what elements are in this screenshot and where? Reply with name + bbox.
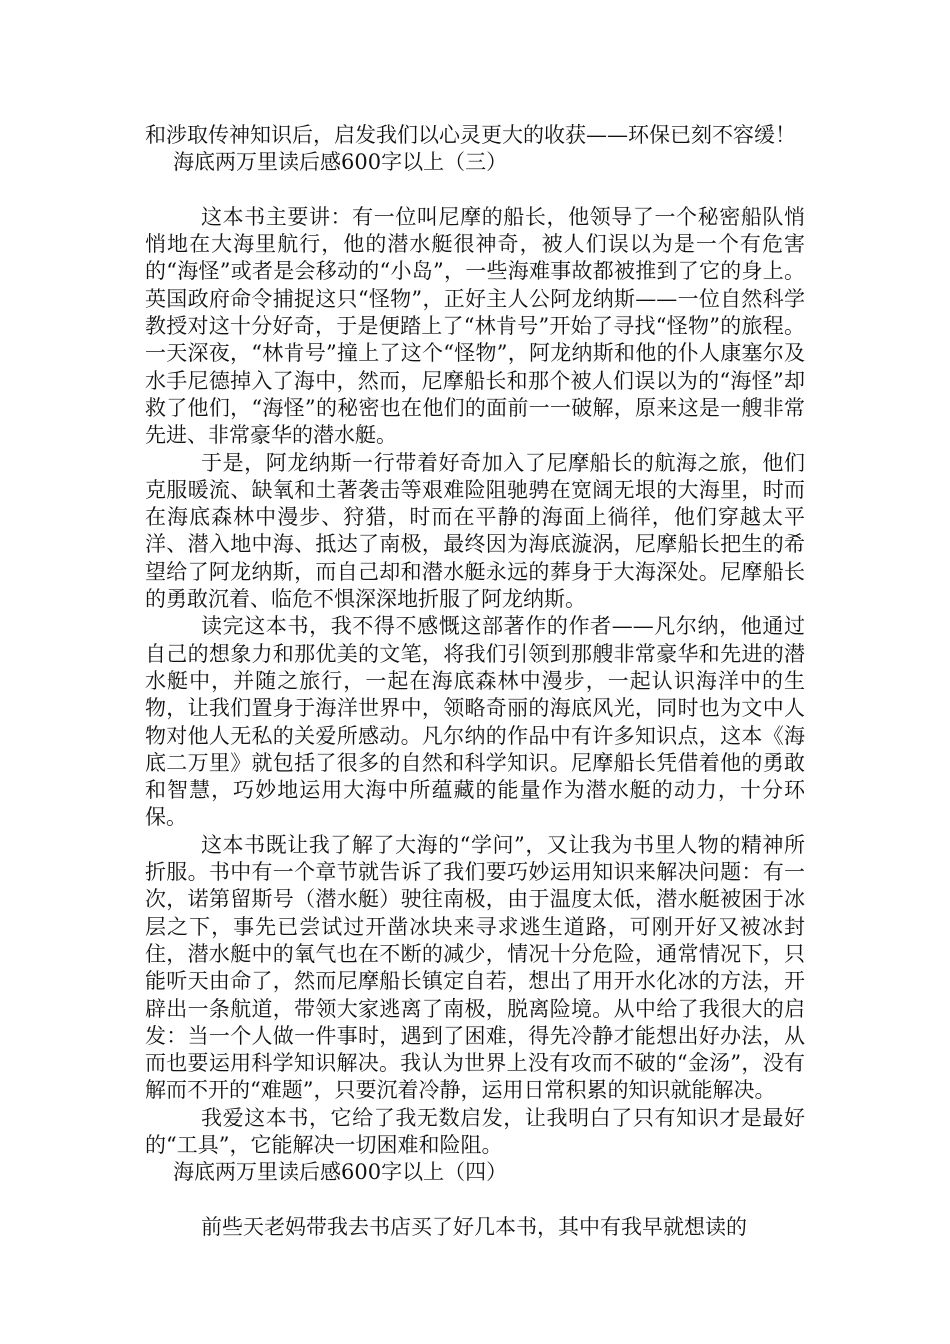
section-heading-3: 海底两万里读后感600字以上（三） — [173, 150, 508, 175]
section-heading-4: 海底两万里读后感600字以上（四） — [173, 1160, 508, 1185]
paragraph-journey: 于是，阿龙纳斯一行带着好奇加入了尼摩船长的航海之旅，他们克服暖流、缺氧和土著袭击等艰难险阻驰骋在宽阔无垠的大海里，时而在海底森林中漫步、狩猎，时而在平静的海面上徜徉，他们穿越太平洋、潜入地中海、抵达了南极，最终因为海底漩涡，尼摩船长把生的希望给了阿龙纳斯，而自己却和潜水艇永远的葬身于大海深处。尼摩船长的勇敢沉着、临危不惧深深地折服了阿龙纳斯。 — [145, 450, 805, 612]
paragraph-knowledge: 这本书既让我了解了大海的“学问”，又让我为书里人物的精神所折服。书中有一个章节就告诉了我们要巧妙运用知识来解决问题：有一次，诺第留斯号（潜水艇）驶往南极，由于温度太低，潜水艇被困于冰层之下，事先已尝试过开凿冰块来寻求逃生道路，可刚开好又被冰封住，潜水艇中的氧气也在不断的减少，情况十分危险，通常情况下，只能听天由命了，然而尼摩船长镇定自若，想出了用开水化冰的方法，开辟出一条航道，带领大家逃离了南极，脱离险境。从中给了我很大的启发：当一个人做一件事时，遇到了困难，得先冷静才能想出好办法，从而也要运用科学知识解决。我认为世界上没有攻而不破的“金汤”，没有解而不开的“难题”，只要沉着冷静，运用日常积累的知识就能解决。 — [145, 832, 805, 1103]
paragraph-intro-next: 前些天老妈带我去书店买了好几本书，其中有我早就想读的 — [201, 1214, 747, 1239]
paragraph-closing-previous: 和涉取传神知识后，启发我们以心灵更大的收获——环保已刻不容缓！ — [145, 123, 796, 147]
paragraph-summary: 这本书主要讲：有一位叫尼摩的船长，他领导了一个秘密船队悄悄地在大海里航行，他的潜水艇很神奇，被人们误以为是一个有危害的“海怪”或者是会移动的“小岛”，一些海难事故都被推到了它的身上。英国政府命令捕捉这只“怪物”，正好主人公阿龙纳斯——一位自然科学教授对这十分好奇，于是便踏上了“林肯号”开始了寻找“怪物”的旅程。一天深夜，“林肯号”撞上了这个“怪物”，阿龙纳斯和他的仆人康塞尔及水手尼德掉入了海中，然而，尼摩船长和那个被人们误以为的“海怪”却救了他们，“海怪”的秘密也在他们的面前一一破解，原来这是一艘非常先进、非常豪华的潜水艇。 — [145, 204, 805, 448]
paragraph-reflection: 读完这本书，我不得不感慨这部著作的作者——凡尔纳，他通过自己的想象力和那优美的文笔，将我们引领到那艘非常豪华和先进的潜水艇中，并随之旅行，一起在海底森林中漫步，一起认识海洋中的生物，让我们置身于海洋世界中，领略奇丽的海底风光，同时也为文中人物对他人无私的关爱所感动。凡尔纳的作品中有许多知识点，这本《海底二万里》就包括了很多的自然和科学知识。尼摩船长凭借着他的勇敢和智慧，巧妙地运用大海中所蕴藏的能量作为潜水艇的动力，十分环保。 — [145, 614, 805, 830]
document-body — [145, 122, 805, 1241]
blank-line — [145, 1187, 805, 1214]
paragraph-conclusion: 我爱这本书，它给了我无数启发，让我明白了只有知识才是最好的“工具”，它能解决一切困难和险阻。 — [145, 1105, 805, 1157]
blank-line — [145, 177, 805, 204]
